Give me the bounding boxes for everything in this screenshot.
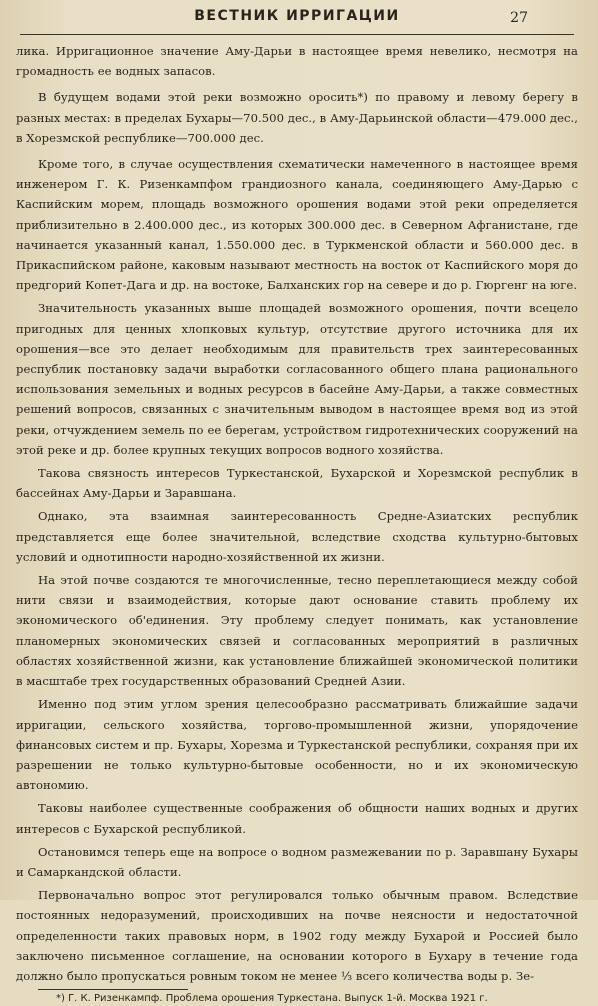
journal-title: ВЕСТНИК ИРРИГАЦИИ [194, 8, 400, 24]
footnote: *) Г. К. Ризенкампф. Проблема орошения Туркестана. Выпуск 1-й. Москва 1921 г. [56, 993, 488, 1005]
paragraph-3: Кроме того, в случае осуществления схематически намеченного в настоящее время инженером Г. К. Ризенкампфом грандиозного канала, соединяющего Аму-Дарью с Каспийским морем, площадь возможного орошения водами этой реки определяется приблизительно в 2.400.000 дес., из которых 300.000 дес. в Северном Афганистане, где начинается указанный канал, 1.550.000 дес. в Туркменской области и 560.000 дес. в Прикаспийском районе, каковым называют местность на восток от Каспийского моря до предгорий Копет-Дага и др. на востоке, Балханских гор на севере и до р. Гюргенг на юге. [16, 157, 578, 293]
paragraph-5: Такова связность интересов Туркестанской, Бухарской и Хорезмской республик в бассейнах Аму-Дарьи и Заравшана. [16, 466, 578, 501]
page-number: 27 [510, 10, 528, 26]
paragraph-10: Остановимся теперь еще на вопросе о водном размежевании по р. Заравшану Бухары и Самаркандской области. [16, 844, 578, 879]
paragraph-8: Именно под этим углом зрения целесообразно рассматривать ближайшие задачи ирригации, сельского хозяйства, торгово-промышленной жизни, упорядочение финансовых систем и пр. Бухары, Хорезма и Туркестанской республики, сохраняя при их разрешении не только культурно-бытовые особенности, но и их экономическую автономию. [16, 697, 578, 793]
article-body [16, 41, 578, 986]
running-header [20, 8, 574, 35]
paragraph-11: Первоначально вопрос этот регулировался только обычным правом. Вследствие постоянных недоразумений, происходивших на почве неясности и недостаточной определенности таких правовых норм, в 1902 году между Бухарой и Россией было заключено письменное соглашение, на основании которого в Бухару в течение года должно было пропускаться ровным током не менее ⅓ всего количества воды р. Зе- [16, 888, 578, 983]
paragraph-1: лика. Ирригационное значение Аму-Дарьи в настоящее время невелико, несмотря на громадность ее водных запасов. [16, 44, 578, 79]
paragraph-7: На этой почве создаются те многочисленные, тесно переплетающиеся между собой нити связи и взаимодействия, которые дают основание ставить проблему их экономического об'единения. Эту проблему следует понимать, как установление планомерных экономических связей и согласованных мероприятий в различных областях хозяйственной жизни, как установление ближайшей экономической политики в масштабе трех государственных образований Средней Азии. [16, 573, 578, 689]
paragraph-4: Значительность указанных выше площадей возможного орошения, почти всецело пригодных для ценных хлопковых культур, отсутствие другого источника для их орошения—все это делает необходимым для правительств трех заинтересованных республик постановку задачи выработки согласованного общего плана рационального использования земельных и водных ресурсов в басейне Аму-Дарьи, а также совместных решений вопросов, связанных с значительным выводом в настоящее время вод из этой реки, отчуждением земель по ее берегам, устройством гидротехнических сооружений на этой реке и др. более крупных текущих вопросов водного хозяйства. [16, 301, 578, 457]
footnote-divider [38, 989, 188, 990]
paragraph-6: Однако, эта взаимная заинтересованность Средне-Азиатских республик представляется еще более значительной, вследствие сходства культурно-бытовых условий и однотипности народно-хозяйственной их жизни. [16, 509, 578, 564]
paragraph-2: В будущем водами этой реки возможно оросить*) по правому и левому берегу в разных местах: в пределах Бухары—70.500 дес., в Аму-Дарьинской области—479.000 дес., в Хорезмской республике—700.000 дес. [16, 90, 578, 145]
paragraph-9: Таковы наиболее существенные соображения об общности наших водных и других интересов с Бухарской республикой. [16, 801, 578, 836]
